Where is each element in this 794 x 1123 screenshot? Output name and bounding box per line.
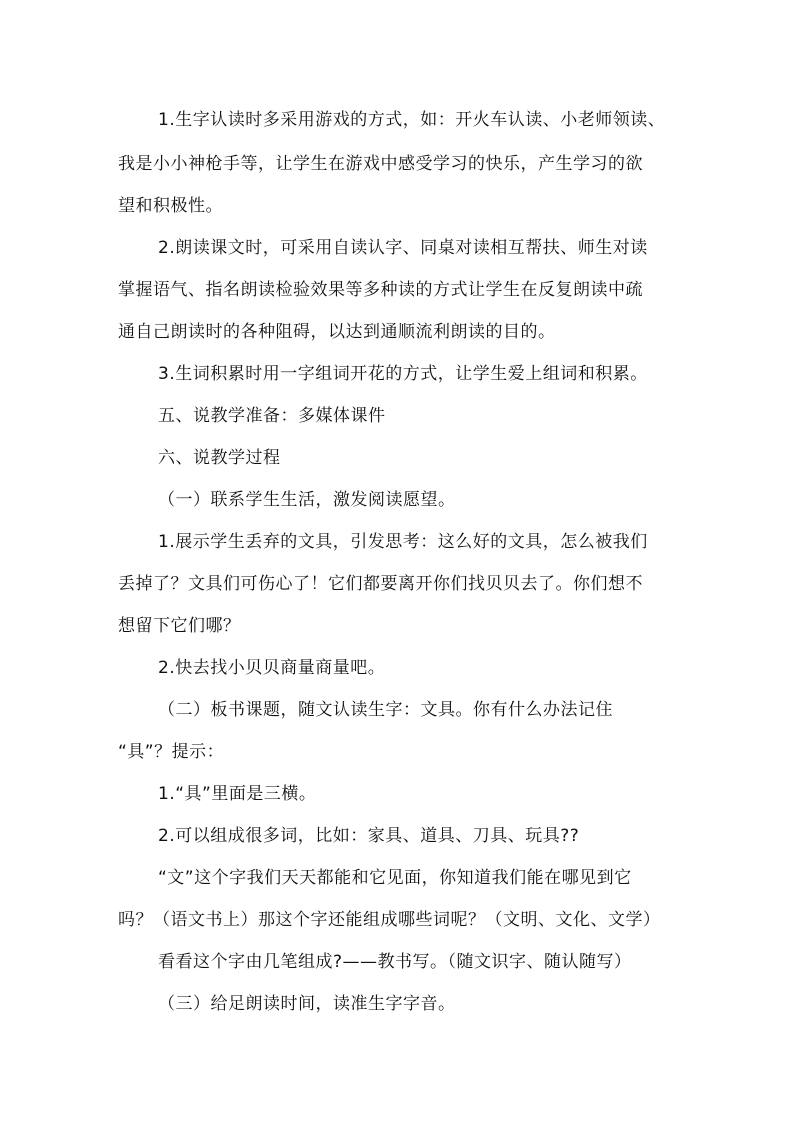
paragraph-line: “文”这个字我们天天都能和它见面，你知道我们能在哪见到它 [158,868,632,888]
paragraph-line: 2.可以组成很多词，比如：家具、道具、刀具、玩具?? [158,826,580,846]
paragraph-line: 丢掉了？文具们可伤心了！它们都要离开你们找贝贝去了。你们想不 [118,574,643,594]
section-heading: 六、说教学过程 [158,448,281,468]
paragraph-line: 1.展示学生丢弃的文具，引发思考：这么好的文具，怎么被我们 [158,532,648,552]
paragraph-line: 1.“具”里面是三横。 [158,784,317,804]
paragraph-line: 掌握语气、指名朗读检验效果等多种读的方式让学生在反复朗读中疏 [118,280,643,300]
paragraph-line: 3.生词积累时用一字组词开花的方式，让学生爱上组词和积累。 [158,364,648,384]
paragraph-line: 通自己朗读时的各种阻碍，以达到通顺流利朗读的目的。 [118,322,556,342]
paragraph-line: 看看这个字由几笔组成?——教书写。（随文识字、随认随写） [158,952,632,972]
paragraph-line: 2.快去找小贝贝商量商量吧。 [158,658,386,678]
paragraph-line: 2.朗读课文时，可采用自读认字、同桌对读相互帮扶、师生对读 [158,238,648,258]
paragraph-line: 吗？（语文书上）那这个字还能组成哪些词呢？（文明、文化、文学） [118,910,661,930]
paragraph-line: 望和积极性。 [118,196,223,216]
paragraph-line: 想留下它们哪？ [118,616,241,636]
paragraph-line: 1.生字认读时多采用游戏的方式，如：开火车认读、小老师领读、 [158,110,666,130]
subsection-heading: （一）联系学生生活，激发阅读愿望。 [158,490,456,510]
subsection-heading: （三）给足朗读时间，读准生字字音。 [158,994,456,1014]
section-heading: 五、说教学准备：多媒体课件 [158,406,386,426]
subsection-heading: （二）板书课题，随文认读生字：文具。你有什么办法记住 [158,700,613,720]
paragraph-line: 我是小小神枪手等，让学生在游戏中感受学习的快乐，产生学习的欲 [118,154,643,174]
paragraph-line: “具”？提示： [118,742,225,762]
